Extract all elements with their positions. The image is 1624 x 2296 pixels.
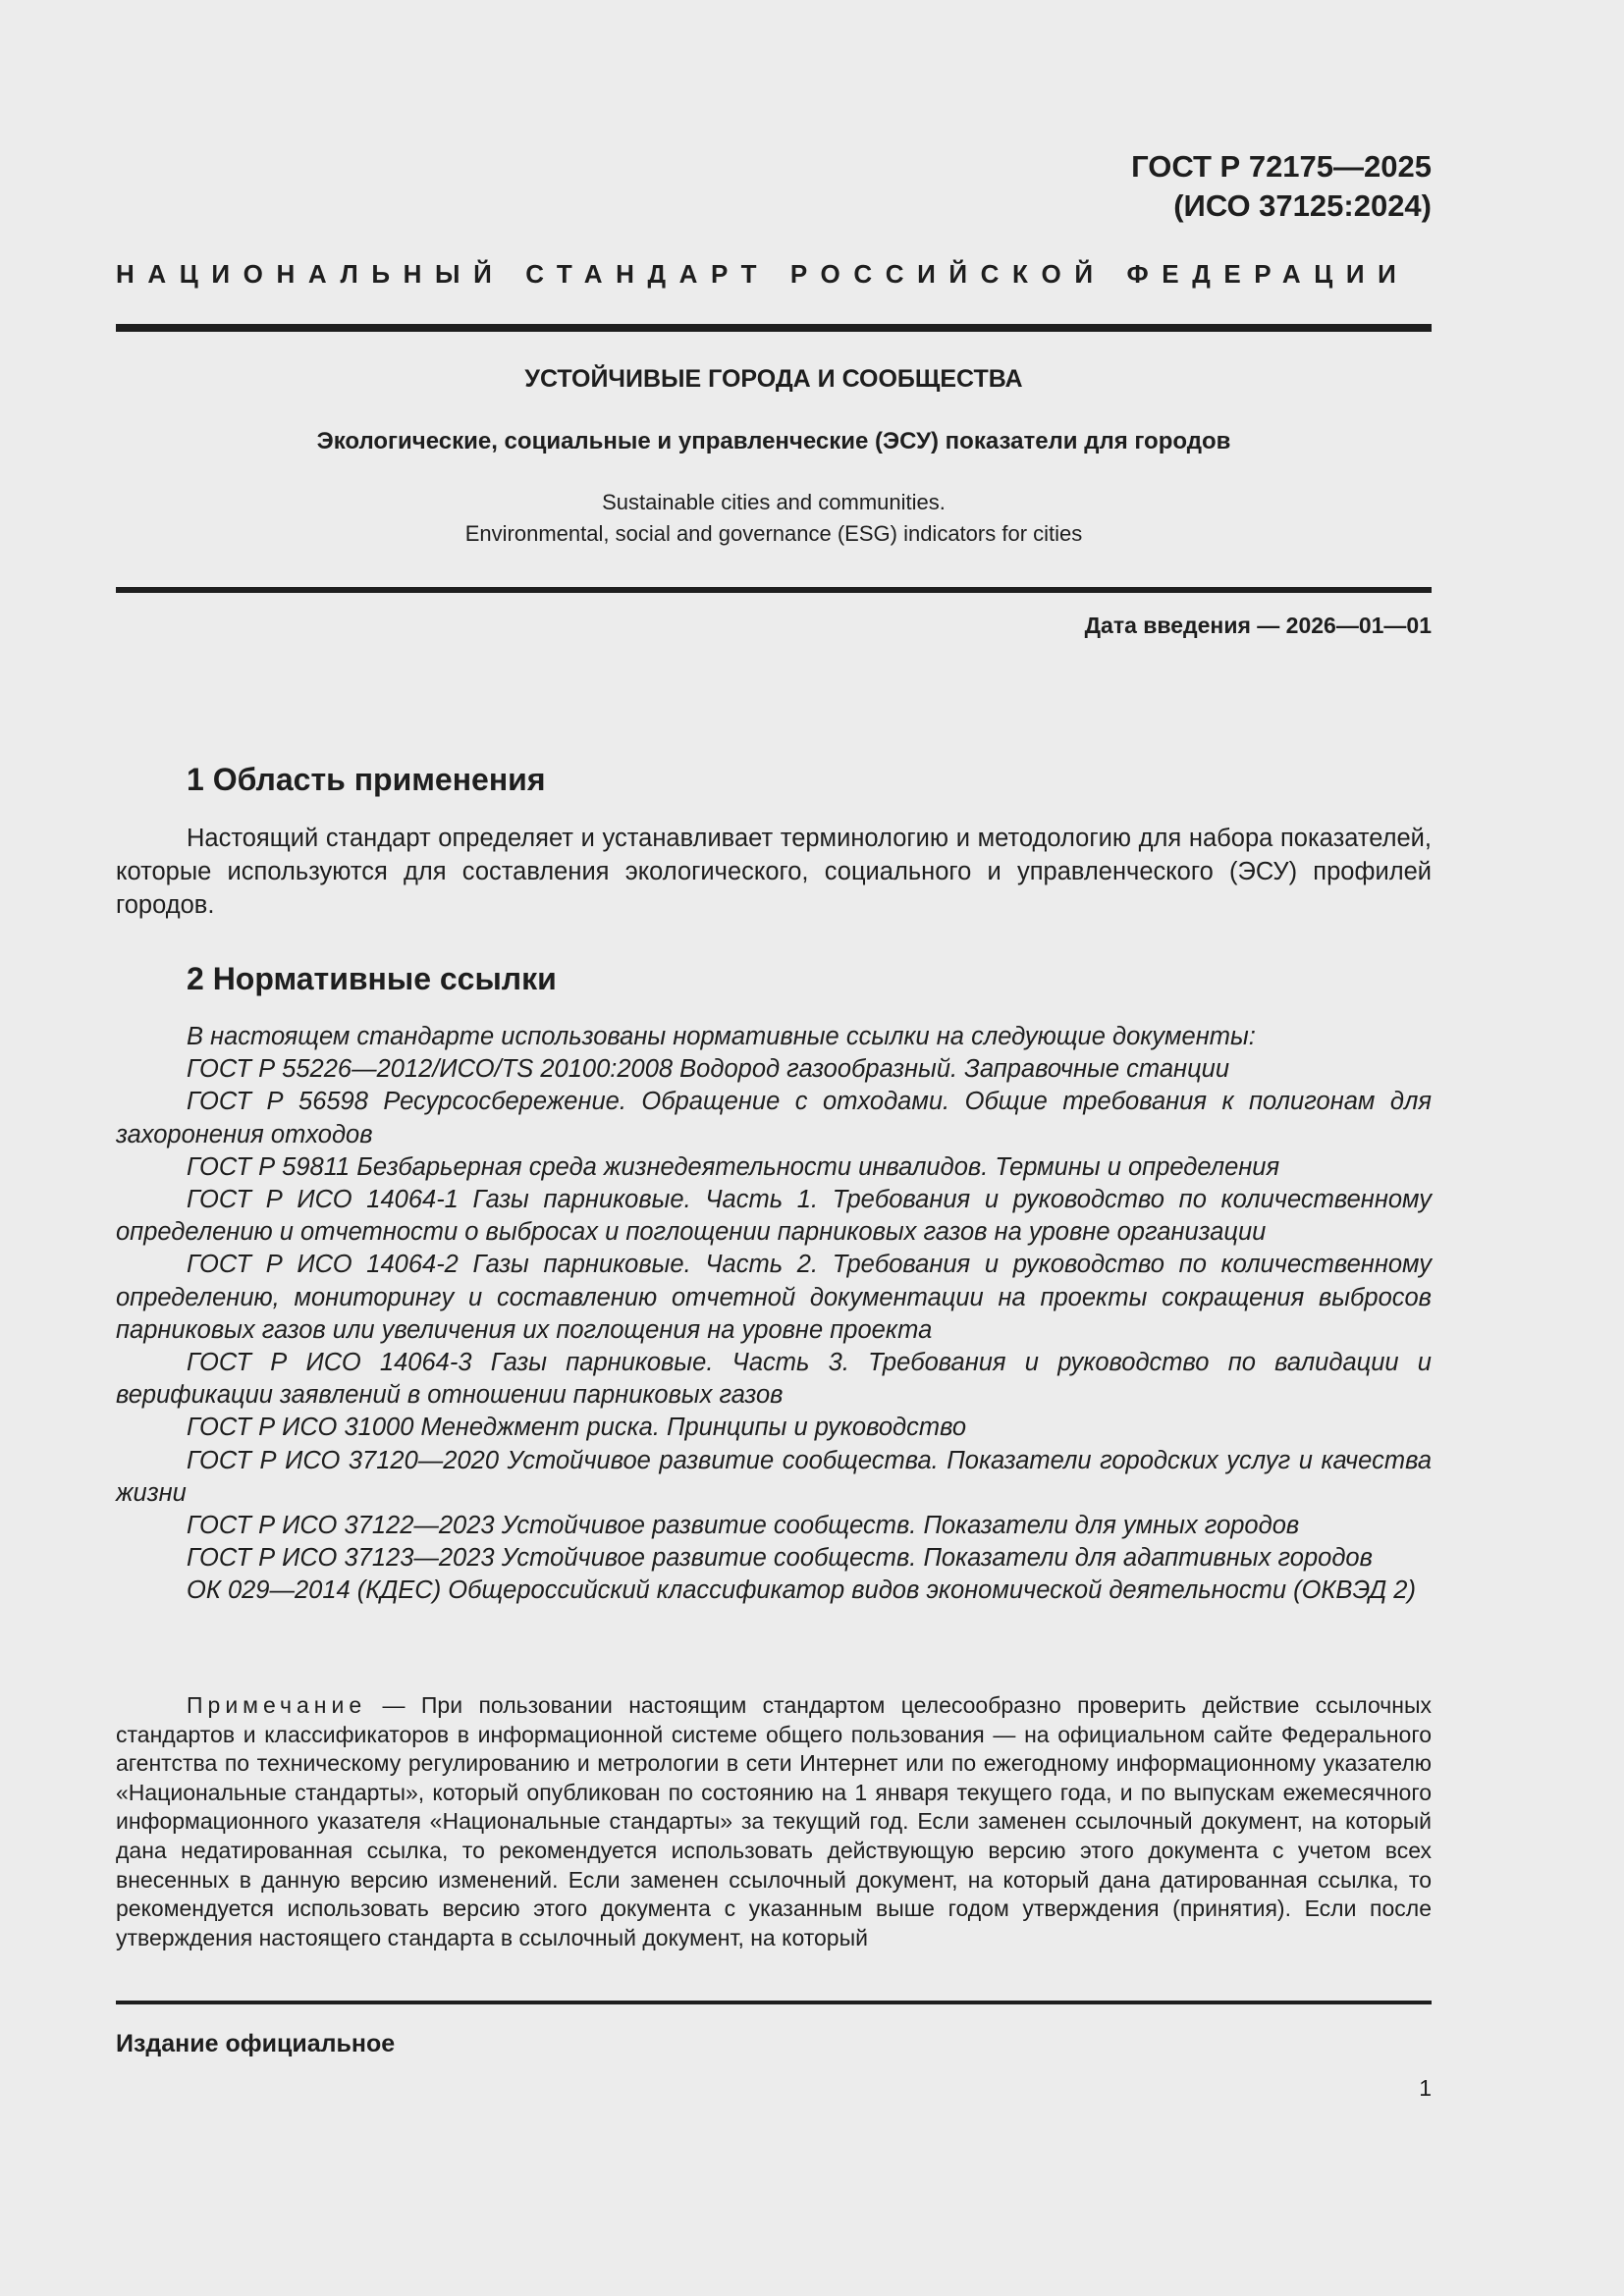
reference-item: ГОСТ Р 59811 Безбарьерная среда жизнедеятельности инвалидов. Термины и определения: [187, 1152, 1280, 1181]
footer-divider: [116, 2001, 1432, 2004]
standard-code: [1131, 147, 1432, 226]
references-note: [116, 1691, 1432, 1952]
reference-item: ГОСТ Р ИСО 37123—2023 Устойчивое развитие сообществ. Показатели для адаптивных городов: [187, 1544, 1373, 1573]
section-heading-references: 2 Нормативные ссылки: [187, 961, 557, 996]
english-title-line1: Sustainable cities and communities.: [602, 490, 946, 514]
normative-references-list: [116, 1021, 1432, 1608]
document-title: УСТОЙЧИВЫЕ ГОРОДА И СООБЩЕСТВА: [524, 365, 1023, 393]
reference-intro: В настоящем стандарте использованы нормативные ссылки на следующие документы:: [187, 1023, 1256, 1050]
page-number: 1: [1419, 2075, 1432, 2101]
introduction-date: Дата введения — 2026—01—01: [1084, 613, 1432, 638]
scope-paragraph: Настоящий стандарт определяет и устанавливает терминологию и методологию для набора показателей, которые используются для составления экологического, социального и управленческого (ЭСУ) профилей городов.: [116, 825, 1432, 919]
note-text: — При пользовании настоящим стандартом целесообразно проверить действие ссылочных стандартов и классификаторов в информационной системе общего пользования — на официальном сайте Федерального агентства по техническому регулированию и метрологии в сети Интернет или по ежегодному информационному указателю «Национальные стандарты», который опубликован по состоянию на 1 января текущего года, и по выпускам ежемесячного информационного указателя «Национальные стандарты» за текущий год. Если заменен ссылочный документ, на который дана недатированная ссылка, то рекомендуется использовать действующую версию этого документа с учетом всех внесенных в данную версию изменений. Если заменен ссылочный документ, на который дана датированная ссылка, то рекомендуется использовать версию этого документа с указанным выше годом утверждения (принятия). Если после утверждения настоящего стандарта в ссылочный документ, на который: [116, 1692, 1432, 1950]
document-subtitle: Экологические, социальные и управленческие (ЭСУ) показатели для городов: [316, 428, 1231, 454]
english-title: [116, 487, 1432, 550]
reference-item: ГОСТ Р 55226—2012/ИСО/TS 20100:2008 Водород газообразный. Заправочные станции: [187, 1055, 1230, 1084]
section-heading-scope: 1 Область применения: [187, 762, 546, 797]
english-title-line2: Environmental, social and governance (ESG) indicators for cities: [464, 521, 1083, 546]
standard-code-gost: ГОСТ Р 72175—2025: [1131, 149, 1432, 184]
title-divider: [116, 587, 1432, 593]
header-divider: [116, 324, 1432, 332]
reference-item: ОК 029—2014 (КДЕС) Общероссийский классификатор видов экономической деятельности (ОКВЭД 2): [187, 1576, 1416, 1605]
national-standard-banner: НАЦИОНАЛЬНЫЙ СТАНДАРТ РОССИЙСКОЙ ФЕДЕРАЦИИ: [116, 259, 1410, 289]
reference-item: ГОСТ Р ИСО 14064-3 Газы парниковые. Часть 3. Требования и руководство по валидации и верификации заявлений в отношении парниковых газов: [116, 1349, 1432, 1410]
note-label: Примечание: [187, 1692, 367, 1718]
reference-item: ГОСТ Р ИСО 37120—2020 Устойчивое развитие сообщества. Показатели городских услуг и качества жизни: [116, 1446, 1432, 1507]
official-edition-label: Издание официальное: [116, 2030, 396, 2057]
reference-item: ГОСТ Р ИСО 14064-2 Газы парниковые. Часть 2. Требования и руководство по количественному определению, мониторингу и составлению отчетной документации на проекты сокращения выбросов парниковых газов или увеличения их поглощения на уровне проекта: [116, 1251, 1432, 1344]
standard-code-iso: (ИСО 37125:2024): [1173, 188, 1432, 223]
reference-item: ГОСТ Р ИСО 37122—2023 Устойчивое развитие сообществ. Показатели для умных городов: [187, 1512, 1300, 1540]
reference-item: ГОСТ Р ИСО 14064-1 Газы парниковые. Часть 1. Требования и руководство по количественному определению и отчетности о выбросах и поглощении парниковых газов на уровне организации: [116, 1186, 1432, 1247]
reference-item: ГОСТ Р 56598 Ресурсосбережение. Обращение с отходами. Общие требования к полигонам для захоронения отходов: [116, 1088, 1432, 1148]
reference-item: ГОСТ Р ИСО 31000 Менеджмент риска. Принципы и руководство: [187, 1414, 967, 1442]
